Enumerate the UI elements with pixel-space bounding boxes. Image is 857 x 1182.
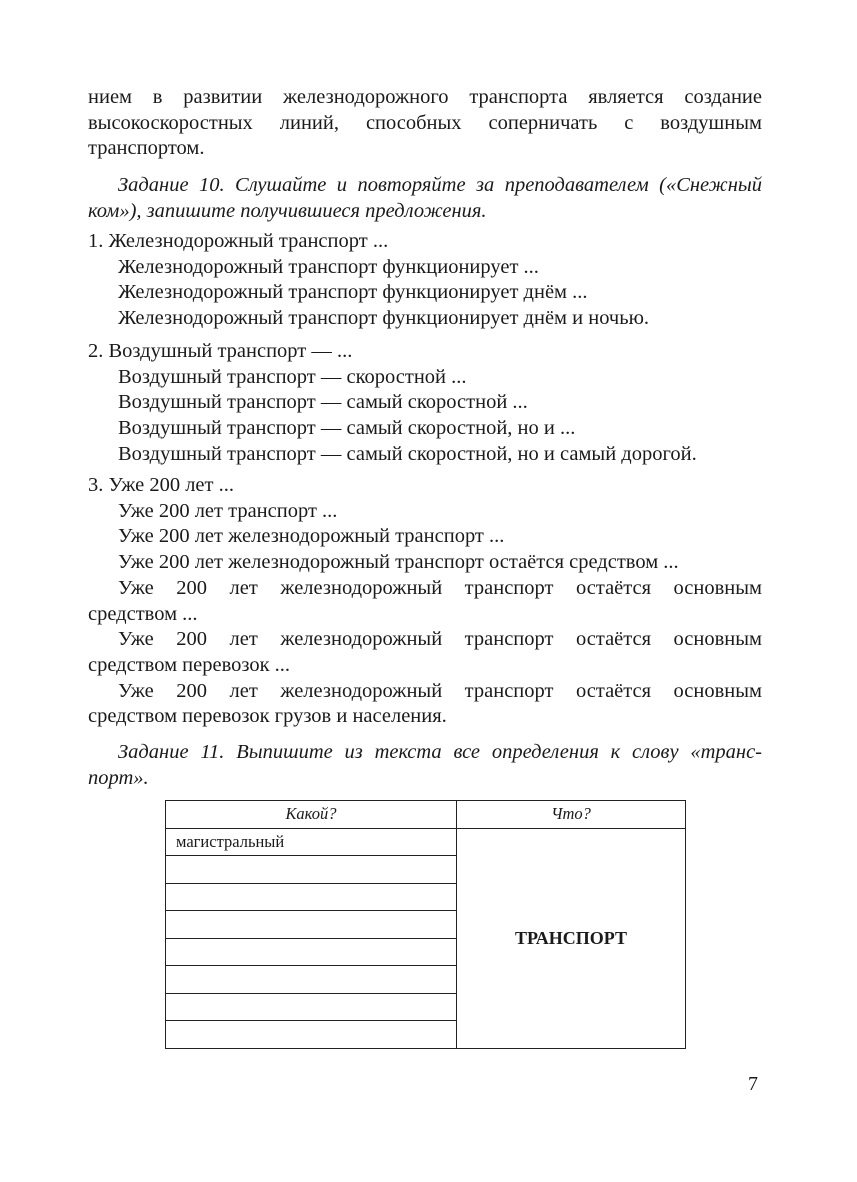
definition-cell[interactable] [166, 938, 457, 966]
text-line: Уже 200 лет транспорт ... [118, 499, 338, 522]
exercise-item-2 [88, 339, 762, 468]
text-line: 2. Воздушный транспорт — ... [88, 340, 353, 362]
text-line: Воздушный транспорт — скоростной ... [118, 365, 467, 388]
exercise-item-3 [88, 473, 762, 730]
table-row [166, 828, 686, 856]
text-line: Уже 200 лет железнодорожный транспорт остаётся средством ... [118, 551, 679, 574]
text-line: Уже 200 лет железнодорожный транспорт остаётся основным [118, 576, 762, 599]
definition-cell[interactable] [166, 856, 457, 884]
text-line: Железнодорожный транспорт функционирует ... [118, 255, 539, 278]
definition-cell[interactable]: магистральный [166, 828, 457, 856]
task11-title [88, 740, 762, 791]
definition-cell[interactable] [166, 883, 457, 911]
intro-paragraph [88, 85, 762, 162]
text-line: Воздушный транспорт — самый скоростной ... [118, 391, 528, 414]
text-line: порт». [88, 766, 149, 789]
header-chto: Что? [457, 801, 686, 829]
text-line: Железнодорожный транспорт функционирует днём ... [118, 281, 588, 304]
table-header-row [166, 801, 686, 829]
definitions-table [165, 800, 686, 1049]
text-line: нием в развитии железнодорожного транспорта является создание [88, 86, 762, 108]
definition-cell[interactable] [166, 1021, 457, 1049]
definition-cell[interactable] [166, 993, 457, 1021]
text-line: Железнодорожный транспорт функционирует днём и ночью. [118, 307, 650, 330]
text-line: высокоскоростных линий, способных соперничать с воздушным [88, 111, 762, 134]
text-line: Воздушный транспорт — самый скоростной, но и самый дорогой. [118, 442, 697, 465]
text-line: Задание 11. Выпишите из текста все определения к слову «транс- [118, 741, 762, 763]
definition-cell[interactable] [166, 966, 457, 994]
definition-cell[interactable] [166, 911, 457, 939]
exercise-item-1 [88, 229, 762, 332]
text-line: Уже 200 лет железнодорожный транспорт остаётся основным [118, 679, 762, 702]
text-line: Задание 10. Слушайте и повторяйте за преподавателем («Снежный [118, 174, 762, 196]
text-line: 1. Железнодорожный транспорт ... [88, 230, 389, 252]
page-number: 7 [748, 1073, 758, 1095]
text-line: средством ... [88, 602, 198, 625]
text-line: средством перевозок ... [88, 653, 291, 676]
text-line: Воздушный транспорт — самый скоростной, но и ... [118, 417, 576, 440]
text-line: Уже 200 лет железнодорожный транспорт ... [118, 525, 505, 548]
text-line: средством перевозок грузов и населения. [88, 705, 447, 728]
header-kakoy: Какой? [166, 801, 457, 829]
task10-title [88, 173, 762, 224]
text-line: 3. Уже 200 лет ... [88, 474, 234, 496]
text-line: ком»), запишите получившиеся предложения. [88, 199, 487, 222]
text-line: транспортом. [88, 137, 205, 160]
text-line: Уже 200 лет железнодорожный транспорт остаётся основным [118, 628, 762, 651]
noun-cell: ТРАНСПОРТ [457, 828, 686, 1048]
